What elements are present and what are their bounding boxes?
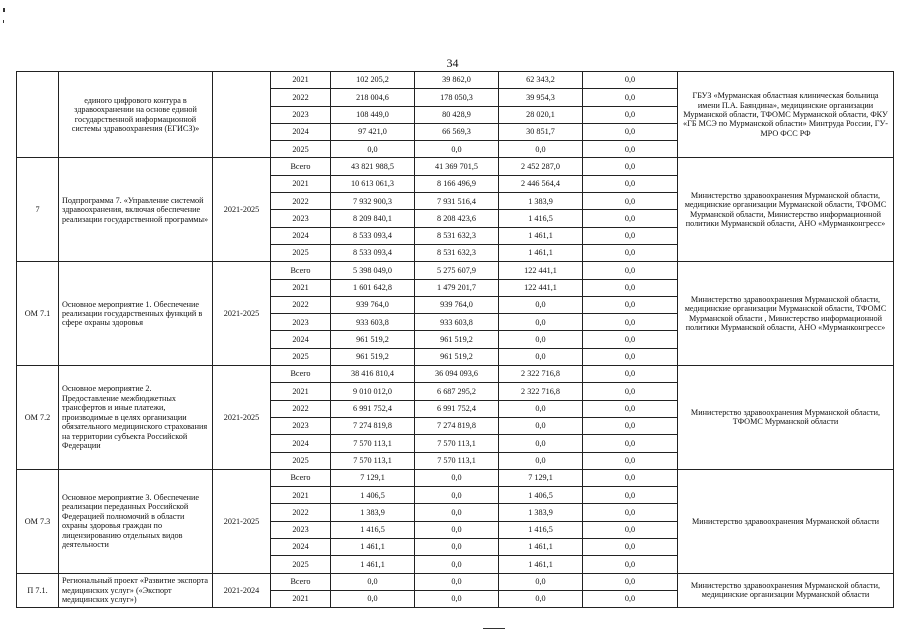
regional-cell: 1 416,5: [499, 210, 583, 227]
total-cell: 0,0: [331, 573, 415, 590]
federal-cell: 5 275 607,9: [415, 262, 499, 279]
federal-cell: 0,0: [415, 469, 499, 486]
year-cell: Всего: [271, 158, 331, 175]
total-cell: 5 398 049,0: [331, 262, 415, 279]
total-cell: 6 991 752,4: [331, 400, 415, 417]
federal-cell: 36 094 093,6: [415, 366, 499, 383]
row-period: 2021-2024: [213, 573, 271, 608]
total-cell: 7 932 900,3: [331, 193, 415, 210]
year-cell: 2022: [271, 400, 331, 417]
year-cell: Всего: [271, 469, 331, 486]
federal-cell: 0,0: [415, 521, 499, 538]
total-cell: 97 421,0: [331, 123, 415, 140]
other-cell: 0,0: [583, 72, 678, 89]
total-cell: 7 570 113,1: [331, 435, 415, 452]
table-row: [17, 366, 894, 383]
regional-cell: 28 020,1: [499, 106, 583, 123]
federal-cell: 8 166 496,9: [415, 175, 499, 192]
federal-cell: 7 570 113,1: [415, 435, 499, 452]
total-cell: 939 764,0: [331, 296, 415, 313]
federal-cell: 6 687 295,2: [415, 383, 499, 400]
row-executors: Министерство здравоохранения Мурманской области, медицинские организации Мурманской области: [678, 573, 894, 608]
regional-cell: 1 461,1: [499, 227, 583, 244]
other-cell: 0,0: [583, 158, 678, 175]
other-cell: 0,0: [583, 573, 678, 590]
other-cell: 0,0: [583, 348, 678, 365]
total-cell: 0,0: [331, 590, 415, 607]
row-name: Основное мероприятие 2. Предоставление межбюджетных трансфертов и иные платежи, производимые в целях организации обязательного медицинского страхования на территории субъекта Российской Федерации: [59, 366, 213, 470]
total-cell: 7 129,1: [331, 469, 415, 486]
table-row: [17, 262, 894, 279]
other-cell: 0,0: [583, 296, 678, 313]
total-cell: 43 821 988,5: [331, 158, 415, 175]
scan-mark: [483, 628, 505, 629]
other-cell: 0,0: [583, 123, 678, 140]
regional-cell: 122 441,1: [499, 262, 583, 279]
row-period: 2021-2025: [213, 469, 271, 573]
other-cell: 0,0: [583, 417, 678, 434]
other-cell: 0,0: [583, 210, 678, 227]
table-row: [17, 469, 894, 486]
year-cell: Всего: [271, 366, 331, 383]
other-cell: 0,0: [583, 539, 678, 556]
other-cell: 0,0: [583, 521, 678, 538]
year-cell: 2021: [271, 279, 331, 296]
table-row: [17, 72, 894, 89]
program-funding-table: [16, 71, 894, 608]
other-cell: 0,0: [583, 244, 678, 261]
year-cell: 2022: [271, 296, 331, 313]
regional-cell: 2 322 716,8: [499, 383, 583, 400]
total-cell: 1 461,1: [331, 539, 415, 556]
year-cell: 2024: [271, 435, 331, 452]
regional-cell: 2 322 716,8: [499, 366, 583, 383]
total-cell: 1 383,9: [331, 504, 415, 521]
regional-cell: 0,0: [499, 452, 583, 469]
other-cell: 0,0: [583, 504, 678, 521]
total-cell: 218 004,6: [331, 89, 415, 106]
row-code: [17, 72, 59, 158]
federal-cell: 7 570 113,1: [415, 452, 499, 469]
year-cell: Всего: [271, 262, 331, 279]
total-cell: 8 533 093,4: [331, 227, 415, 244]
federal-cell: 0,0: [415, 487, 499, 504]
other-cell: 0,0: [583, 556, 678, 573]
row-code: 7: [17, 158, 59, 262]
row-executors: Министерство здравоохранения Мурманской области, ТФОМС Мурманской области: [678, 366, 894, 470]
year-cell: 2025: [271, 141, 331, 158]
table-row: [17, 573, 894, 590]
regional-cell: 7 129,1: [499, 469, 583, 486]
year-cell: 2025: [271, 556, 331, 573]
year-cell: 2021: [271, 383, 331, 400]
regional-cell: 0,0: [499, 435, 583, 452]
total-cell: 1 461,1: [331, 556, 415, 573]
year-cell: 2024: [271, 331, 331, 348]
other-cell: 0,0: [583, 435, 678, 452]
regional-cell: 1 383,9: [499, 193, 583, 210]
federal-cell: 939 764,0: [415, 296, 499, 313]
row-period: 2021-2025: [213, 262, 271, 366]
federal-cell: 8 208 423,6: [415, 210, 499, 227]
federal-cell: 1 479 201,7: [415, 279, 499, 296]
total-cell: 10 613 061,3: [331, 175, 415, 192]
other-cell: 0,0: [583, 590, 678, 607]
total-cell: 961 519,2: [331, 331, 415, 348]
year-cell: 2025: [271, 452, 331, 469]
scan-mark: [3, 8, 5, 12]
row-code: ОМ 7.3: [17, 469, 59, 573]
federal-cell: 6 991 752,4: [415, 400, 499, 417]
other-cell: 0,0: [583, 279, 678, 296]
year-cell: 2024: [271, 123, 331, 140]
total-cell: 1 406,5: [331, 487, 415, 504]
year-cell: 2023: [271, 314, 331, 331]
other-cell: 0,0: [583, 262, 678, 279]
row-executors: ГБУЗ «Мурманская областная клиническая больница имени П.А. Баяндина», медицинские организации Мурманской области, ТФОМС Мурманской области, ФКУ «ГБ МСЭ по Мурманской области» Минтруда России, ГУ-МРО ФСС РФ: [678, 72, 894, 158]
row-code: П 7.1.: [17, 573, 59, 608]
total-cell: 1 416,5: [331, 521, 415, 538]
total-cell: 933 603,8: [331, 314, 415, 331]
year-cell: 2021: [271, 175, 331, 192]
regional-cell: 0,0: [499, 314, 583, 331]
row-period: 2021-2025: [213, 366, 271, 470]
other-cell: 0,0: [583, 331, 678, 348]
regional-cell: 1 461,1: [499, 244, 583, 261]
regional-cell: 0,0: [499, 296, 583, 313]
year-cell: 2024: [271, 539, 331, 556]
federal-cell: 8 531 632,3: [415, 244, 499, 261]
year-cell: 2023: [271, 417, 331, 434]
regional-cell: 2 446 564,4: [499, 175, 583, 192]
row-period: [213, 72, 271, 158]
row-name: Подпрограмма 7. «Управление системой здравоохранения, включая обеспечение реализации государственной программы»: [59, 158, 213, 262]
regional-cell: 62 343,2: [499, 72, 583, 89]
other-cell: 0,0: [583, 400, 678, 417]
regional-cell: 2 452 287,0: [499, 158, 583, 175]
other-cell: 0,0: [583, 193, 678, 210]
year-cell: 2021: [271, 72, 331, 89]
federal-cell: 80 428,9: [415, 106, 499, 123]
other-cell: 0,0: [583, 89, 678, 106]
total-cell: 8 209 840,1: [331, 210, 415, 227]
row-code: ОМ 7.1: [17, 262, 59, 366]
total-cell: 0,0: [331, 141, 415, 158]
year-cell: 2022: [271, 504, 331, 521]
federal-cell: 0,0: [415, 573, 499, 590]
regional-cell: 1 383,9: [499, 504, 583, 521]
other-cell: 0,0: [583, 383, 678, 400]
federal-cell: 7 931 516,4: [415, 193, 499, 210]
federal-cell: 961 519,2: [415, 348, 499, 365]
row-executors: Министерство здравоохранения Мурманской области, медицинские организации Мурманской области, ТФОМС Мурманской области, Министерство информационной политики Мурманской области, АНО «Мурманконгресс»: [678, 158, 894, 262]
row-name: Региональный проект «Развитие экспорта медицинских услуг» («Экспорт медицинских услуг»): [59, 573, 213, 608]
row-executors: Министерство здравоохранения Мурманской области: [678, 469, 894, 573]
other-cell: 0,0: [583, 227, 678, 244]
year-cell: Всего: [271, 573, 331, 590]
other-cell: 0,0: [583, 452, 678, 469]
regional-cell: 0,0: [499, 590, 583, 607]
federal-cell: 178 050,3: [415, 89, 499, 106]
row-period: 2021-2025: [213, 158, 271, 262]
row-name: единого цифрового контура в здравоохранении на основе единой государственной информационной системы здравоохранения (ЕГИСЗ)»: [59, 72, 213, 158]
regional-cell: 1 461,1: [499, 556, 583, 573]
total-cell: 38 416 810,4: [331, 366, 415, 383]
federal-cell: 8 531 632,3: [415, 227, 499, 244]
federal-cell: 933 603,8: [415, 314, 499, 331]
row-name: Основное мероприятие 1. Обеспечение реализации государственных функций в сфере охраны здоровья: [59, 262, 213, 366]
year-cell: 2025: [271, 348, 331, 365]
total-cell: 102 205,2: [331, 72, 415, 89]
year-cell: 2022: [271, 89, 331, 106]
federal-cell: 0,0: [415, 539, 499, 556]
total-cell: 1 601 642,8: [331, 279, 415, 296]
regional-cell: 30 851,7: [499, 123, 583, 140]
regional-cell: 0,0: [499, 400, 583, 417]
other-cell: 0,0: [583, 469, 678, 486]
year-cell: 2021: [271, 590, 331, 607]
other-cell: 0,0: [583, 175, 678, 192]
scan-mark: [3, 20, 4, 23]
federal-cell: 66 569,3: [415, 123, 499, 140]
regional-cell: 0,0: [499, 141, 583, 158]
regional-cell: 0,0: [499, 331, 583, 348]
federal-cell: 0,0: [415, 556, 499, 573]
year-cell: 2025: [271, 244, 331, 261]
table-row: [17, 158, 894, 175]
other-cell: 0,0: [583, 487, 678, 504]
row-code: ОМ 7.2: [17, 366, 59, 470]
federal-cell: 39 862,0: [415, 72, 499, 89]
federal-cell: 7 274 819,8: [415, 417, 499, 434]
year-cell: 2021: [271, 487, 331, 504]
regional-cell: 1 416,5: [499, 521, 583, 538]
regional-cell: 0,0: [499, 417, 583, 434]
regional-cell: 122 441,1: [499, 279, 583, 296]
regional-cell: 1 406,5: [499, 487, 583, 504]
year-cell: 2024: [271, 227, 331, 244]
regional-cell: 1 461,1: [499, 539, 583, 556]
total-cell: 7 274 819,8: [331, 417, 415, 434]
year-cell: 2023: [271, 210, 331, 227]
row-executors: Министерство здравоохранения Мурманской области, медицинские организации Мурманской области, ТФОМС Мурманской области , Министерство информационной политики Мурманской области, АНО «Мурманконгресс»: [678, 262, 894, 366]
total-cell: 961 519,2: [331, 348, 415, 365]
other-cell: 0,0: [583, 366, 678, 383]
year-cell: 2023: [271, 521, 331, 538]
row-name: Основное мероприятие 3. Обеспечение реализации переданных Российской Федерацией полномочий в области охраны здоровья граждан по лицензированию отдельных видов деятельности: [59, 469, 213, 573]
year-cell: 2023: [271, 106, 331, 123]
regional-cell: 0,0: [499, 348, 583, 365]
federal-cell: 0,0: [415, 590, 499, 607]
page-number: 34: [446, 56, 459, 70]
total-cell: 8 533 093,4: [331, 244, 415, 261]
total-cell: 9 010 012,0: [331, 383, 415, 400]
regional-cell: 39 954,3: [499, 89, 583, 106]
regional-cell: 0,0: [499, 573, 583, 590]
other-cell: 0,0: [583, 141, 678, 158]
total-cell: 7 570 113,1: [331, 452, 415, 469]
federal-cell: 0,0: [415, 141, 499, 158]
year-cell: 2022: [271, 193, 331, 210]
federal-cell: 0,0: [415, 504, 499, 521]
federal-cell: 41 369 701,5: [415, 158, 499, 175]
table-body: [17, 72, 894, 608]
total-cell: 108 449,0: [331, 106, 415, 123]
federal-cell: 961 519,2: [415, 331, 499, 348]
other-cell: 0,0: [583, 314, 678, 331]
other-cell: 0,0: [583, 106, 678, 123]
